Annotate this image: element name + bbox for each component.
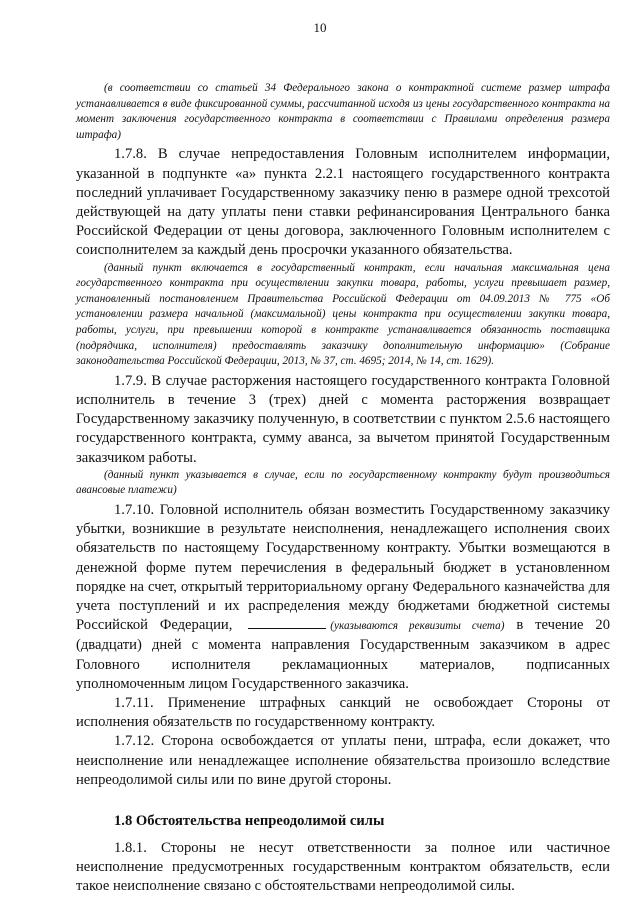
paragraph-1-7-12: 1.7.12. Сторона освобождается от уплаты пени, штрафа, если докажет, что неисполнение или ненадлежащее исполнение обязательства произошло вследствие непреодолимой силы или по вине другой стороны. <box>76 733 610 788</box>
paragraph-1-7-10-part-b: в течение 20 (двадцати) дней с момента направления Государственным заказчиком в адрес Головного исполнителя рекламационных материалов, подписанных уполномоченным лицом Государственного заказчика. <box>76 617 611 692</box>
note-advance-payments: (данный пункт указывается в случае, если по государственному контракту будут производиться авансовые платежи) <box>76 468 610 497</box>
paragraph-1-8-1: 1.8.1. Стороны не несут ответственности за полное или частичное неисполнение предусмотренных государственным контрактом обязательств, если такое неисполнение связано с обстоятельствами непреодолимой силы. <box>76 840 610 895</box>
section-heading-1-8: 1.8 Обстоятельства непреодолимой силы <box>114 813 385 829</box>
note-penalty-fixed-sum: (в соответствии со статьей 34 Федерального закона о контрактной системе размер штрафа устанавливается в виде фиксированной суммы, рассчитанной исходя из цены государственного контракта на момент заключения государственного контракта в соответствии с Правилами определения размера штрафа) <box>76 82 610 141</box>
paragraph-1-7-8: 1.7.8. В случае непредоставления Головным исполнителем информации, указанной в подпункте «а» пункта 2.2.1 настоящего государственного контракта последний уплачивает Государственному заказчику пеню в размере одной трехсотой действующей на дату уплаты пени ставки рефинансирования Центрального банка Российской Федерации от цены договора, заключенного Головным исполнителем с соисполнителем за каждый день просрочки указанного обязательства. <box>76 146 610 259</box>
paragraph-1-7-10 <box>76 501 610 694</box>
paragraph-1-7-10-part-a: 1.7.10. Головной исполнитель обязан возместить Государственному заказчику убытки, возникшие в результате неисполнения, ненадлежащего исполнения своих обязательств по настоящему Государственному контракту. Убытки возмещаются в денежной форме путем перечисления в федеральный бюджет в установленном порядке на счет, открытый территориальному органу Федерального казначейства для учета поступлений и их распределения между бюджетами бюджетной системы Российской Федерации, <box>76 501 610 634</box>
document-body <box>76 81 610 897</box>
paragraph-1-7-11: 1.7.11. Применение штрафных санкций не освобождает Стороны от исполнения обязательств по государственному контракту. <box>76 694 610 731</box>
note-max-price: (данный пункт включается в государственный контракт, если начальная максимальная цена государственного контракта при осуществлении закупки товара, работы, услуги превышает размер, установленный постановлением Правительства Российской Федерации от 04.09.2013 № 775 «Об установлении размера начальной (максимальной) цены контракта при осуществлении закупки товара, работы, услуги, при превышении которой в контракте устанавливается обязанность поставщика (подрядчика, исполнителя) предоставлять заказчику дополнительную информацию» (Собрание законодательства Российской Федерации, 2013, № 37, ст. 4695; 2014, № 14, ст. 1629). <box>76 261 610 368</box>
account-details-blank <box>248 616 326 629</box>
account-details-note: (указываются реквизиты счета) <box>330 620 505 633</box>
paragraph-1-7-9: 1.7.9. В случае расторжения настоящего государственного контракта Головной исполнитель в течение 3 (трех) дней с момента расторжения возвращает Государственному заказчику полученную, в соответствии с пунктом 2.5.6 настоящего государственного контракта, сумму аванса, за вычетом принятой Государственным заказчиком работы. <box>76 372 610 466</box>
page-number: 10 <box>313 20 327 35</box>
